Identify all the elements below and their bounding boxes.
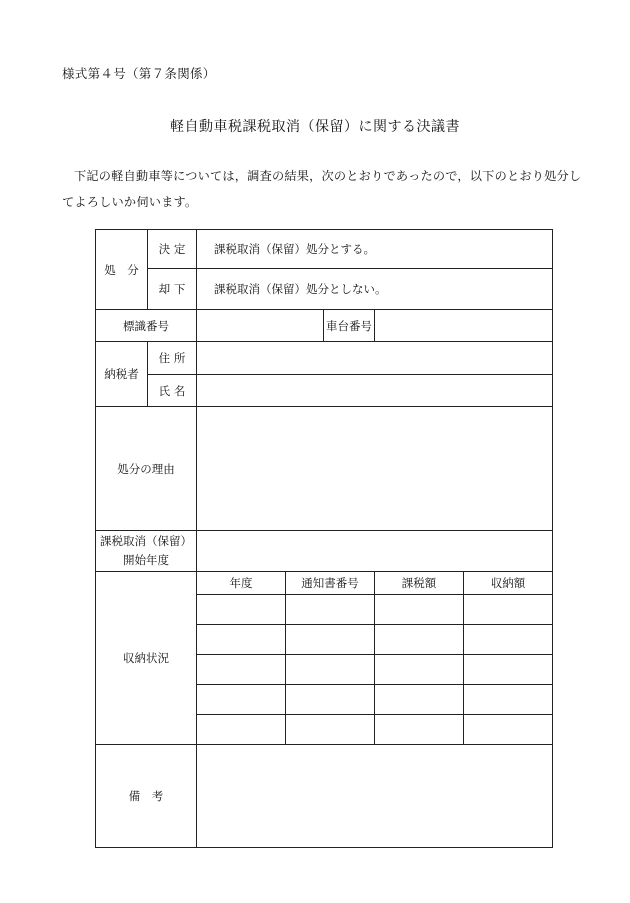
intro-line-1: 下記の軽自動車等については，調査の結果，次のとおりであったので，以下のとおり処分し <box>74 169 582 183</box>
start-year-label-line-2: 開始年度 <box>123 553 169 567</box>
start-year-row <box>96 531 553 572</box>
chassis-number-field[interactable] <box>375 310 553 342</box>
decide-text[interactable]: 課税取消（保留）処分とする。 <box>197 230 553 269</box>
resolution-form-table <box>95 229 553 848</box>
name-label: 氏 名 <box>148 375 197 407</box>
address-label: 住 所 <box>148 342 197 375</box>
payment-header-year: 年度 <box>197 572 286 595</box>
intro-paragraph <box>62 163 582 215</box>
payment-notice-cell[interactable] <box>286 685 375 715</box>
reject-text[interactable]: 課税取消（保留）処分としない。 <box>197 269 553 310</box>
payment-paid-cell[interactable] <box>464 655 553 685</box>
payment-header-notice-number: 通知書番号 <box>286 572 375 595</box>
reject-label: 却 下 <box>148 269 197 310</box>
taxpayer-label: 納税者 <box>96 342 148 407</box>
payment-tax-cell[interactable] <box>375 595 464 625</box>
taxpayer-name-row <box>96 375 553 407</box>
payment-year-cell[interactable] <box>197 625 286 655</box>
payment-year-cell[interactable] <box>197 655 286 685</box>
payment-paid-cell[interactable] <box>464 595 553 625</box>
payment-notice-cell[interactable] <box>286 655 375 685</box>
payment-notice-cell[interactable] <box>286 715 375 745</box>
plate-number-field[interactable] <box>197 310 324 342</box>
payment-paid-cell[interactable] <box>464 625 553 655</box>
payment-header-tax-amount: 課税額 <box>375 572 464 595</box>
disposition-decide-row <box>96 230 553 269</box>
taxpayer-address-row <box>96 342 553 375</box>
payment-tax-cell[interactable] <box>375 655 464 685</box>
vehicle-number-row <box>96 310 553 342</box>
payment-status-label: 収納状況 <box>96 572 197 745</box>
disposition-reject-row <box>96 269 553 310</box>
remarks-row <box>96 745 553 848</box>
payment-tax-cell[interactable] <box>375 625 464 655</box>
plate-number-label: 標識番号 <box>96 310 197 342</box>
start-year-field[interactable] <box>197 531 553 572</box>
document-title: 軽自動車税課税取消（保留）に関する決議書 <box>170 119 460 135</box>
payment-paid-cell[interactable] <box>464 685 553 715</box>
chassis-number-label: 車台番号 <box>324 310 375 342</box>
form-number: 様式第４号（第７条関係） <box>62 66 216 81</box>
decide-label: 決 定 <box>148 230 197 269</box>
reason-label: 処分の理由 <box>96 407 197 531</box>
payment-tax-cell[interactable] <box>375 685 464 715</box>
remarks-label: 備 考 <box>96 745 197 848</box>
address-field[interactable] <box>197 342 553 375</box>
payment-header-row <box>96 572 553 595</box>
reason-field[interactable] <box>197 407 553 531</box>
payment-year-cell[interactable] <box>197 685 286 715</box>
name-field[interactable] <box>197 375 553 407</box>
payment-notice-cell[interactable] <box>286 625 375 655</box>
payment-year-cell[interactable] <box>197 595 286 625</box>
remarks-field[interactable] <box>197 745 553 848</box>
payment-notice-cell[interactable] <box>286 595 375 625</box>
payment-year-cell[interactable] <box>197 715 286 745</box>
payment-header-paid-amount: 収納額 <box>464 572 553 595</box>
start-year-label-line-1: 課税取消（保留） <box>100 534 192 548</box>
reason-row <box>96 407 553 531</box>
disposition-label: 処 分 <box>96 230 148 310</box>
intro-line-2: てよろしいか伺います。 <box>62 195 198 209</box>
payment-tax-cell[interactable] <box>375 715 464 745</box>
start-year-label <box>96 531 197 572</box>
payment-paid-cell[interactable] <box>464 715 553 745</box>
